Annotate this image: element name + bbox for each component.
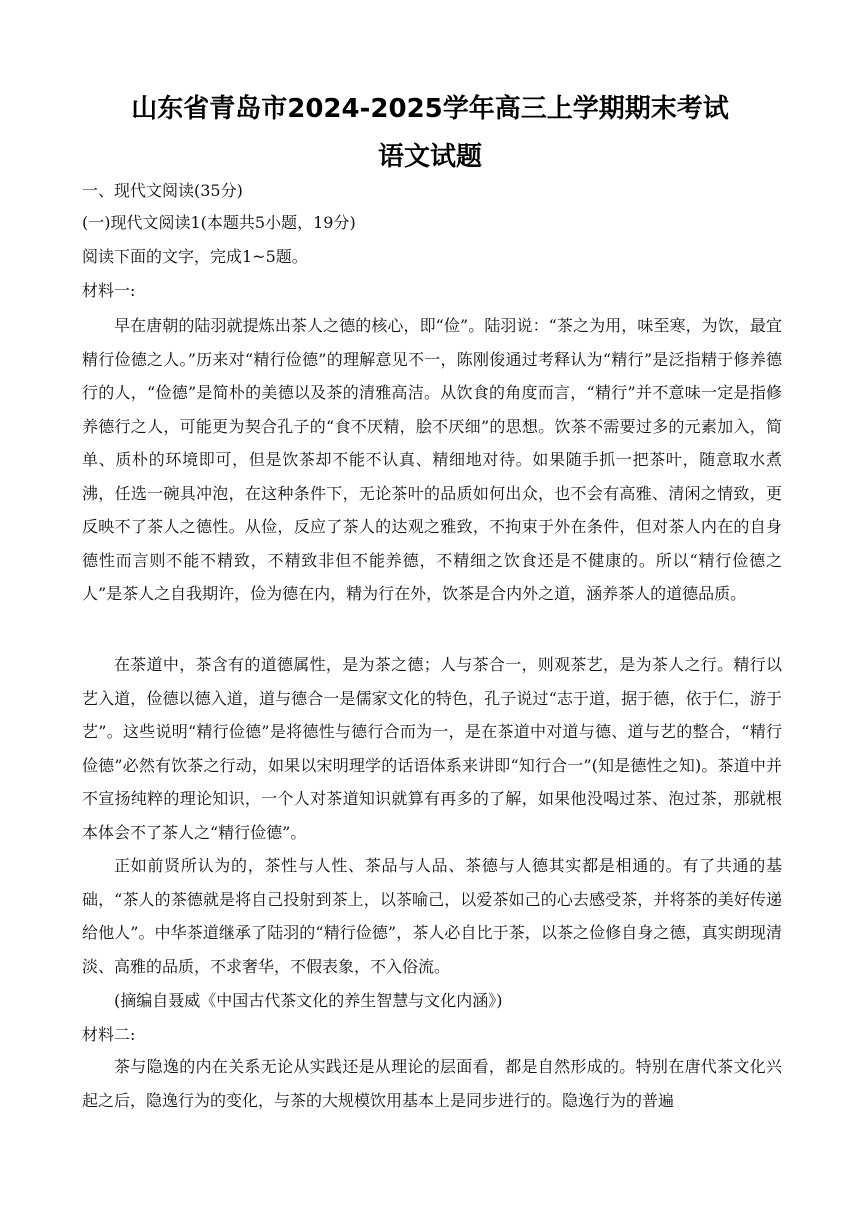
sub-heading: (一)现代文阅读1(本题共5小题，19分) (82, 213, 356, 232)
material-two-paragraph: 茶与隐逸的内在关系无论从实践还是从理论的层面看，都是自然形成的。特别在唐代茶文化兴起之后，隐逸行为的变化，与茶的大规模饮用基本上是同步进行的。隐逸行为的普遍 (82, 1057, 782, 1110)
material-one-label: 材料一: (82, 281, 136, 300)
material-two-label: 材料二: (82, 1025, 136, 1044)
section-heading: 一、现代文阅读(35分) (82, 181, 243, 200)
material-one-paragraph: 正如前贤所认为的，茶性与人性、茶品与人品、茶德与人德其实都是相通的。有了共通的基础，“茶人的茶德就是将自己投射到茶上，以茶喻己，以爱茶如己的心去感受茶，并将茶的美好传递给他人”。中华茶道继承了陆羽的“精行俭德”，茶人必自比于茶，以茶之俭修自身之德，真实朗现清淡、高雅的品质，不求奢华，不假表象，不入俗流。 (82, 856, 782, 976)
instruction: 阅读下面的文字，完成1~5题。 (82, 247, 308, 266)
source-citation: (摘编自聂威《中国古代茶文化的养生智慧与文化内涵》) (114, 991, 503, 1010)
material-one-paragraph: 早在唐朝的陆羽就提炼出茶人之德的核心，即“俭”。陆羽说：“茶之为用，味至寒，为饮，最宜精行俭德之人。”历来对“精行俭德”的理解意见不一，陈刚俊通过考释认为“精行”是泛指精于修养德行的人，“俭德”是简朴的美德以及茶的清雅高洁。从饮食的角度而言，“精行”并不意味一定是指修养德行之人，可能更为契合孔子的“食不厌精，脍不厌细”的思想。饮茶不需要过多的元素加入，简单、质朴的环境即可，但是饮茶却不能不认真、精细地对待。如果随手抓一把茶叶，随意取水煮沸，任选一碗具冲泡，在这种条件下，无论茶叶的品质如何出众，也不会有高雅、清闲之情致，更反映不了茶人之德性。从俭，反应了茶人的达观之雅致，不拘束于外在条件，但对茶人内在的自身德性而言则不能不精致，不精致非但不能养德，不精细之饮食还是不健康的。所以“精行俭德之人”是茶人之自我期许，俭为德在内，精为行在外，饮茶是合内外之道，涵养茶人的道德品质。 (82, 316, 782, 603)
document-subtitle: 语文试题 (377, 142, 482, 172)
document-title: 山东省青岛市2024-2025学年高三上学期期末考试 (131, 94, 729, 124)
material-one-paragraph: 在茶道中，茶含有的道德属性，是为茶之德；人与茶合一，则观茶艺，是为茶人之行。精行以艺入道，俭德以德入道，道与德合一是儒家文化的特色，孔子说过“志于道，据于德，依于仁，游于艺”。这些说明“精行俭德”是将德性与德行合而为一，是在茶道中对道与德、道与艺的整合，“精行俭德”必然有饮茶之行动，如果以宋明理学的话语体系来讲即“知行合一”(知是德性之知)。茶道中并不宣扬纯粹的理论知识，一个人对茶道知识就算有再多的了解，如果他没喝过茶、泡过茶，那就根本体会不了茶人之“精行俭德”。 (82, 655, 782, 842)
